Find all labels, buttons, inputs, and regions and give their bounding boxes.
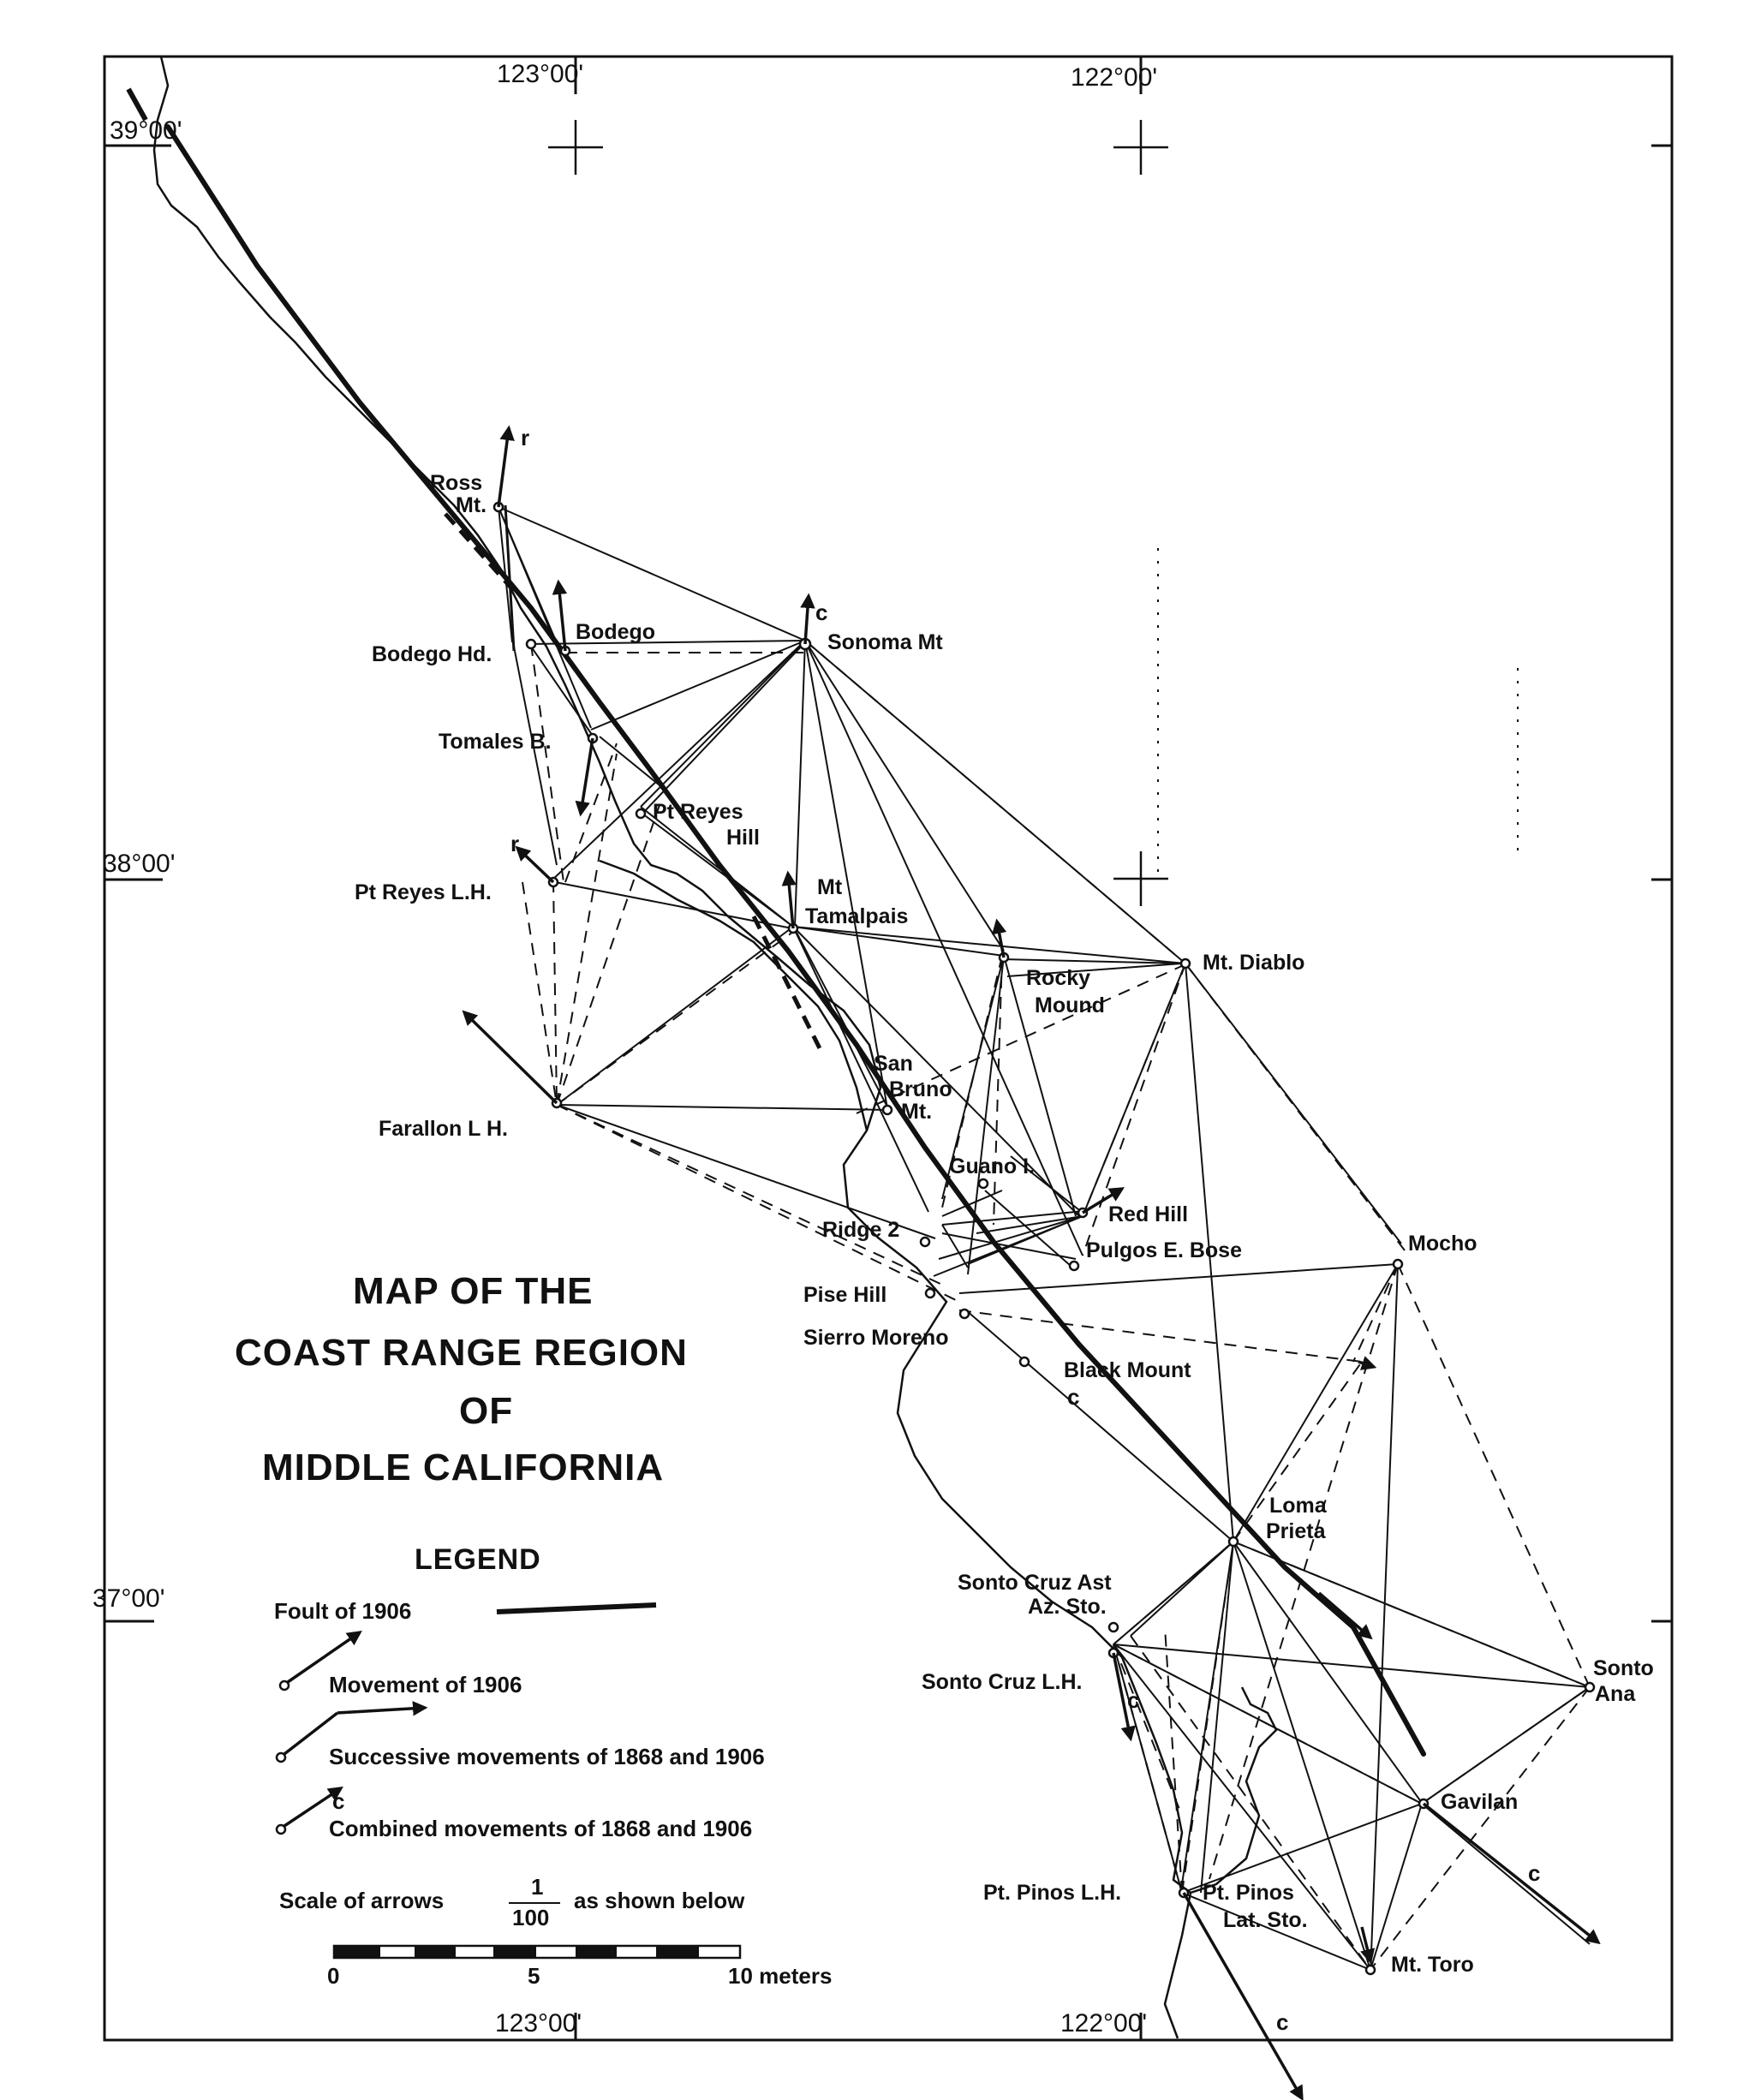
lat-38-label: 38°00' <box>103 850 176 878</box>
label-san-bruno-2: Bruno <box>889 1077 952 1101</box>
label-rocky-1: Rocky <box>1026 966 1091 990</box>
label-tomales: Tomales B. <box>439 730 552 754</box>
legend-scale-suffix: as shown below <box>574 1888 745 1913</box>
lon-122-bottom-label: 122°00' <box>1060 2009 1148 2037</box>
label-pt-pinos-lh: Pt. Pinos L.H. <box>983 1881 1122 1905</box>
legend-successive-arrow-2 <box>337 1708 425 1713</box>
label-bodego: Bodego <box>576 620 656 644</box>
station-san-bruno <box>883 1106 892 1114</box>
lon-122-top-label: 122°00' <box>1071 63 1158 92</box>
label-pulgas: Pulgos E. Bose <box>1086 1238 1242 1262</box>
marker-c-sonoma: c <box>815 600 828 625</box>
label-tamalpais-2: Tamalpais <box>805 904 909 928</box>
legend-scale-den: 100 <box>512 1905 550 1930</box>
legend-combined-c: c <box>332 1788 345 1814</box>
legend <box>274 1543 832 1989</box>
lon-123-bottom-label: 123°00' <box>495 2009 582 2037</box>
station-mt-diablo <box>1181 959 1190 968</box>
title-line-2: COAST RANGE REGION <box>235 1332 688 1374</box>
legend-fault-label: Foult of 1906 <box>274 1598 412 1624</box>
station-bodego-hd <box>527 640 535 648</box>
label-santa-ana-2: Ana <box>1595 1682 1636 1706</box>
lat-39-label: 39°00' <box>110 116 182 145</box>
station-black-mount <box>1020 1357 1029 1366</box>
label-tamalpais-1: Mt <box>817 875 843 899</box>
legend-successive-label: Successive movements of 1868 and 1906 <box>329 1744 765 1769</box>
fault-1906 <box>168 127 1424 1754</box>
station-pt-reyes-hill <box>636 809 645 818</box>
monterey-bay-shore <box>1165 1893 1191 2038</box>
station-pise-hill <box>926 1289 934 1298</box>
legend-scale-prefix: Scale of arrows <box>279 1888 445 1913</box>
marker-r-ross: r <box>521 425 530 450</box>
map-frame <box>104 57 1672 2040</box>
label-ross-1: Ross <box>430 471 483 495</box>
legend-scale-0: 0 <box>327 1963 340 1989</box>
legend-successive-station <box>277 1753 285 1762</box>
station-pulgas <box>1070 1262 1078 1270</box>
label-pt-pinos-lat-1: Pt. Pinos <box>1203 1881 1294 1905</box>
station-mocho <box>1394 1260 1402 1268</box>
label-pise-hill: Pise Hill <box>803 1283 887 1307</box>
legend-scale-num: 1 <box>531 1874 544 1900</box>
label-mocho: Mocho <box>1408 1232 1477 1256</box>
label-gavilan: Gavilan <box>1441 1790 1519 1814</box>
label-mt-toro: Mt. Toro <box>1391 1953 1474 1977</box>
label-santa-cruz-ast-2: Az. Sto. <box>1028 1595 1107 1619</box>
label-diablo: Mt. Diablo <box>1203 951 1305 975</box>
label-black-mount: Black Mount <box>1064 1358 1191 1382</box>
label-pt-pinos-lat-2: Lat. Sto. <box>1223 1908 1308 1932</box>
marker-c-pinos: c <box>1276 2009 1289 2035</box>
title-line-1: MAP OF THE <box>353 1270 594 1312</box>
label-rocky-2: Mound <box>1035 993 1105 1017</box>
title-line-4: MIDDLE CALIFORNIA <box>262 1447 665 1488</box>
lat-37-label: 37°00' <box>93 1584 165 1613</box>
label-pt-reyes-lh: Pt Reyes L.H. <box>355 880 492 904</box>
label-santa-cruz-ast-1: Sonto Cruz Ast <box>958 1571 1112 1595</box>
legend-scale-5: 5 <box>528 1963 540 1989</box>
label-san-bruno-3: Mt. <box>901 1100 933 1124</box>
label-red-hill: Red Hill <box>1108 1202 1189 1226</box>
legend-heading: LEGEND <box>415 1543 541 1576</box>
label-santa-ana-1: Sonto <box>1593 1656 1654 1680</box>
station-ridge2 <box>921 1238 929 1246</box>
label-ross-2: Mt. <box>456 493 487 517</box>
label-bodego-hd: Bodego Hd. <box>372 642 492 666</box>
label-san-bruno-1: San <box>874 1052 913 1076</box>
title-line-3: OF <box>459 1390 514 1432</box>
legend-combined-station <box>277 1825 285 1834</box>
station-sierra-morena <box>960 1310 969 1318</box>
marker-c-gavilan: c <box>1528 1860 1541 1886</box>
station-mt-toro <box>1366 1966 1375 1974</box>
label-santa-cruz-lh: Sonto Cruz L.H. <box>922 1670 1083 1694</box>
legend-fault-line <box>497 1605 656 1612</box>
marker-r-tomales: r <box>510 831 520 856</box>
station-santa-cruz-ast <box>1109 1623 1118 1632</box>
marker-c-santa-cruz: c <box>1127 1687 1140 1713</box>
graticule-crosses <box>548 120 1168 906</box>
label-ridge2: Ridge 2 <box>822 1218 900 1242</box>
legend-scale-bar <box>334 1946 740 1958</box>
label-sierra-morena: Sierro Moreno <box>803 1326 949 1350</box>
legend-combined-label: Combined movements of 1868 and 1906 <box>329 1816 753 1841</box>
marker-c-black-mount: c <box>1067 1384 1080 1410</box>
label-loma-prieta-2: Prieta <box>1266 1519 1326 1543</box>
frame-ticks <box>104 57 1672 2040</box>
map-title <box>235 1270 688 1488</box>
label-sonoma: Sonoma Mt <box>827 630 943 654</box>
station-santa-ana <box>1585 1683 1594 1691</box>
station-guano <box>979 1179 988 1188</box>
legend-movement-label: Movement of 1906 <box>329 1672 522 1697</box>
station-loma-prieta <box>1229 1537 1238 1546</box>
lon-123-top-label: 123°00' <box>497 60 584 88</box>
label-pt-reyes-hill-2: Hill <box>726 826 760 850</box>
label-loma-prieta-1: Loma <box>1269 1494 1327 1518</box>
label-guano: Guano I. <box>949 1154 1035 1178</box>
legend-movement-station <box>280 1681 289 1690</box>
label-farallon: Farallon L H. <box>379 1117 508 1141</box>
legend-scale-10: 10 meters <box>728 1963 833 1989</box>
label-pt-reyes-hill-1: Pt Reyes <box>653 800 743 824</box>
